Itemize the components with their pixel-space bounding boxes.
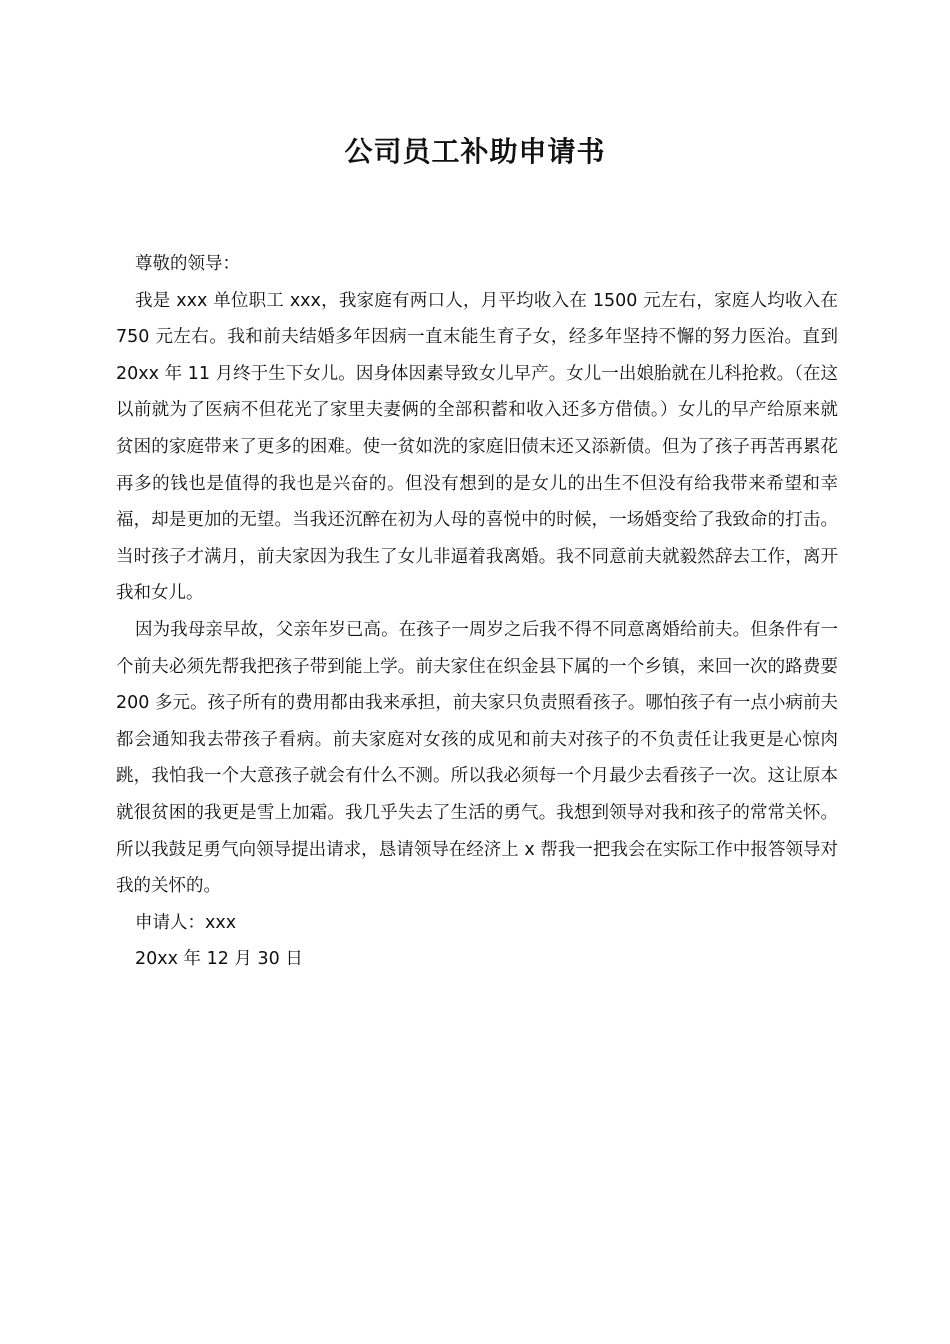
document-body	[116, 246, 838, 978]
document-title: 公司员工补助申请书	[344, 135, 606, 168]
application-date: 20xx 年 12 月 30 日	[135, 949, 303, 970]
applicant-signature: 申请人：xxx	[135, 912, 237, 933]
salutation: 尊敬的领导：	[135, 254, 240, 274]
paragraph-1: 我是 xxx 单位职工 xxx，我家庭有两口人，月平均收入在 1500 元左右，家庭人均收入在 750 元左右。我和前夫结婚多年因病一直末能生育子女，经多年坚持不懈的努力医治。直到 20xx 年 11 月终于生下女儿。因身体因素导致女儿早产。女儿一出娘胎就在儿科抢救。（在这以前就为了医病不但花光了家里夫妻俩的全部积蓄和收入还多方借债。）女儿的早产给原来就贫困的家庭带来了更多的困难。使一贫如洗的家庭旧债末还又添新债。但为了孩子再苦再累花再多的钱也是值得的我也是兴奋的。但没有想到的是女儿的出生不但没有给我带来希望和幸福，却是更加的无望。当我还沉醉在初为人母的喜悦中的时候，一场婚变给了我致命的打击。当时孩子才满月，前夫家因为我生了女儿非逼着我离婚。我不同意前夫就毅然辞去工作，离开我和女儿。	[116, 290, 838, 604]
paragraph-2: 因为我母亲早故，父亲年岁已高。在孩子一周岁之后我不得不同意离婚给前夫。但条件有一个前夫必须先帮我把孩子带到能上学。前夫家住在织金县下属的一个乡镇，来回一次的路费要 200 多元。孩子所有的费用都由我来承担，前夫家只负责照看孩子。哪怕孩子有一点小病前夫都会通知我去带孩子看病。前夫家庭对女孩的成见和前夫对孩子的不负责任让我更是心惊肉跳，我怕我一个大意孩子就会有什么不测。所以我必须每一个月最少去看孩子一次。这让原本就很贫困的我更是雪上加霜。我几乎失去了生活的勇气。我想到领导对我和孩子的常常关怀。所以我鼓足勇气向领导提出请求，恳请领导在经济上 x 帮我一把我会在实际工作中报答领导对我的关怀的。	[116, 619, 838, 897]
